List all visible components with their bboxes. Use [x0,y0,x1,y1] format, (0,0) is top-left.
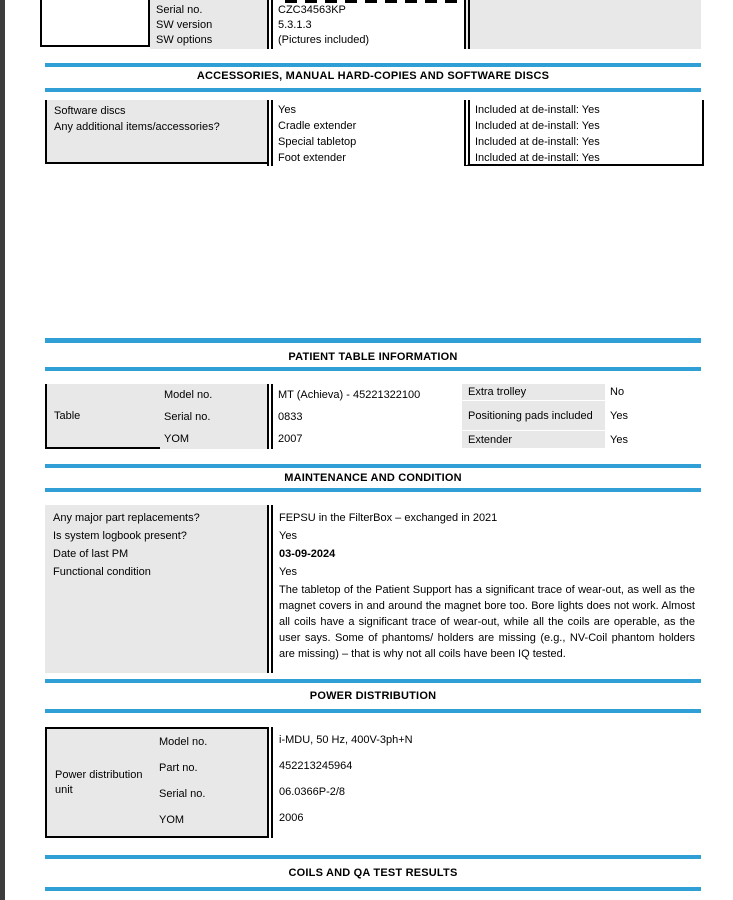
system-serial-value: CZC34563KP [278,4,346,16]
part-replacements-label: Any major part replacements? [53,512,200,524]
table-group-label: Table [54,409,81,422]
patient-table-section-title: PATIENT TABLE INFORMATION [288,351,458,363]
table-row-label: YOM [159,814,185,826]
deinstall-status: Included at de-install: Yes [475,104,600,116]
table-row-label: Serial no. [159,788,206,800]
table-row-value: 06.0366P-2/8 [279,786,346,798]
section-divider-line [45,464,701,468]
software-discs-label: Software discs [54,105,126,117]
section-divider-line [45,63,701,67]
accessories-deinstall-cell [464,100,704,166]
deinstall-status: Included at de-install: Yes [475,136,600,148]
last-pm-label: Date of last PM [53,548,129,560]
additional-items-label: Any additional items/accessories? [54,121,220,133]
system-sw-options-value: (Pictures included) [278,34,370,46]
table-row-value: 0833 [278,411,303,423]
system-sw-options-label: SW options [156,34,213,46]
patient-table-values [267,384,457,449]
system-info-empty-cell [464,0,701,49]
logbook-value: Yes [279,530,297,542]
coils-section-title: COILS AND QA TEST RESULTS [288,867,458,879]
patient-table-extra-labels [462,384,605,449]
accessories-items-cell [267,100,464,166]
condition-note: The tabletop of the Patient Support has a significant trace of wear-out, as well as the magnet covers in and around the magnet bore too. Bore lights does not work. Almost all coils have a significant trace of wear-out, while all the coils are operable, as the user says. Some of phantoms/ holders are missing (e.g., NV-Coil phantom holders are missing) – that is why not all coils have been IQ tested. [279,584,695,660]
table-row-value: 2007 [278,432,303,445]
patient-table-extra-values [610,384,680,449]
system-sw-version-label: SW version [156,19,213,31]
system-info-values [267,0,464,49]
extra-trolley-label: Extra trolley [462,384,605,400]
extra-trolley-value: No [610,386,625,398]
positioning-pads-value: Yes [610,409,628,422]
accessory-item: Yes [278,104,296,116]
accessory-item: Cradle extender [278,120,357,132]
functional-condition-label: Functional condition [53,566,151,578]
logbook-label: Is system logbook present? [53,530,187,542]
patient-table-labels [160,384,267,449]
system-sw-version-value: 5.3.1.3 [278,19,312,31]
system-serial-label: Serial no. [156,4,203,16]
table-row-label: Model no. [159,736,208,748]
accessories-labels-cell [45,100,267,164]
table-row-value: MT (Achieva) - 45221322100 [278,389,421,401]
section-divider-line [45,887,701,891]
table-row-label: Part no. [159,762,198,774]
part-replacements-value: FEPSU in the FilterBox – exchanged in 2021 [279,512,498,524]
table-row-value: 452213245964 [279,760,353,772]
power-unit-block [45,727,267,838]
table-row-label: YOM [164,432,190,445]
table-row-label: Serial no. [164,411,211,423]
maintenance-labels-cell [45,505,267,673]
system-info-labels [150,0,267,49]
section-divider-line [45,709,701,713]
last-pm-value: 03-09-2024 [279,548,336,560]
section-divider-line [45,338,701,343]
table-row-value: 2006 [279,812,304,824]
accessory-item: Foot extender [278,152,346,164]
power-unit-values [267,727,567,838]
power-section-title: POWER DISTRIBUTION [309,690,437,702]
section-divider-line [45,679,701,683]
maintenance-section-title: MAINTENANCE AND CONDITION [284,472,462,484]
extender-label: Extender [462,431,605,448]
viewer-edge-strip [0,0,5,900]
section-divider-line [45,88,701,92]
positioning-pads-label: Positioning pads included [462,401,605,430]
power-unit-group-label: Power distribution unit [55,768,143,796]
deinstall-status: Included at de-install: Yes [475,120,600,132]
accessory-item: Special tabletop [278,136,357,148]
power-unit-labels [159,729,267,836]
section-divider-line [45,488,701,492]
accessories-section-title: ACCESSORIES, MANUAL HARD-COPIES AND SOFTWARE DISCS [196,70,550,82]
functional-condition-value: Yes [279,566,297,578]
deinstall-status: Included at de-install: Yes [475,152,600,164]
extender-value: Yes [610,433,628,446]
table-row-value: i-MDU, 50 Hz, 400V-3ph+N [279,734,413,746]
section-divider-line [45,855,701,859]
maintenance-values-cell [267,505,701,673]
table-row-label: Model no. [164,389,213,401]
patient-table-group-cell [45,384,160,449]
photo-placeholder-cell [40,0,150,47]
section-divider-line [45,367,701,371]
